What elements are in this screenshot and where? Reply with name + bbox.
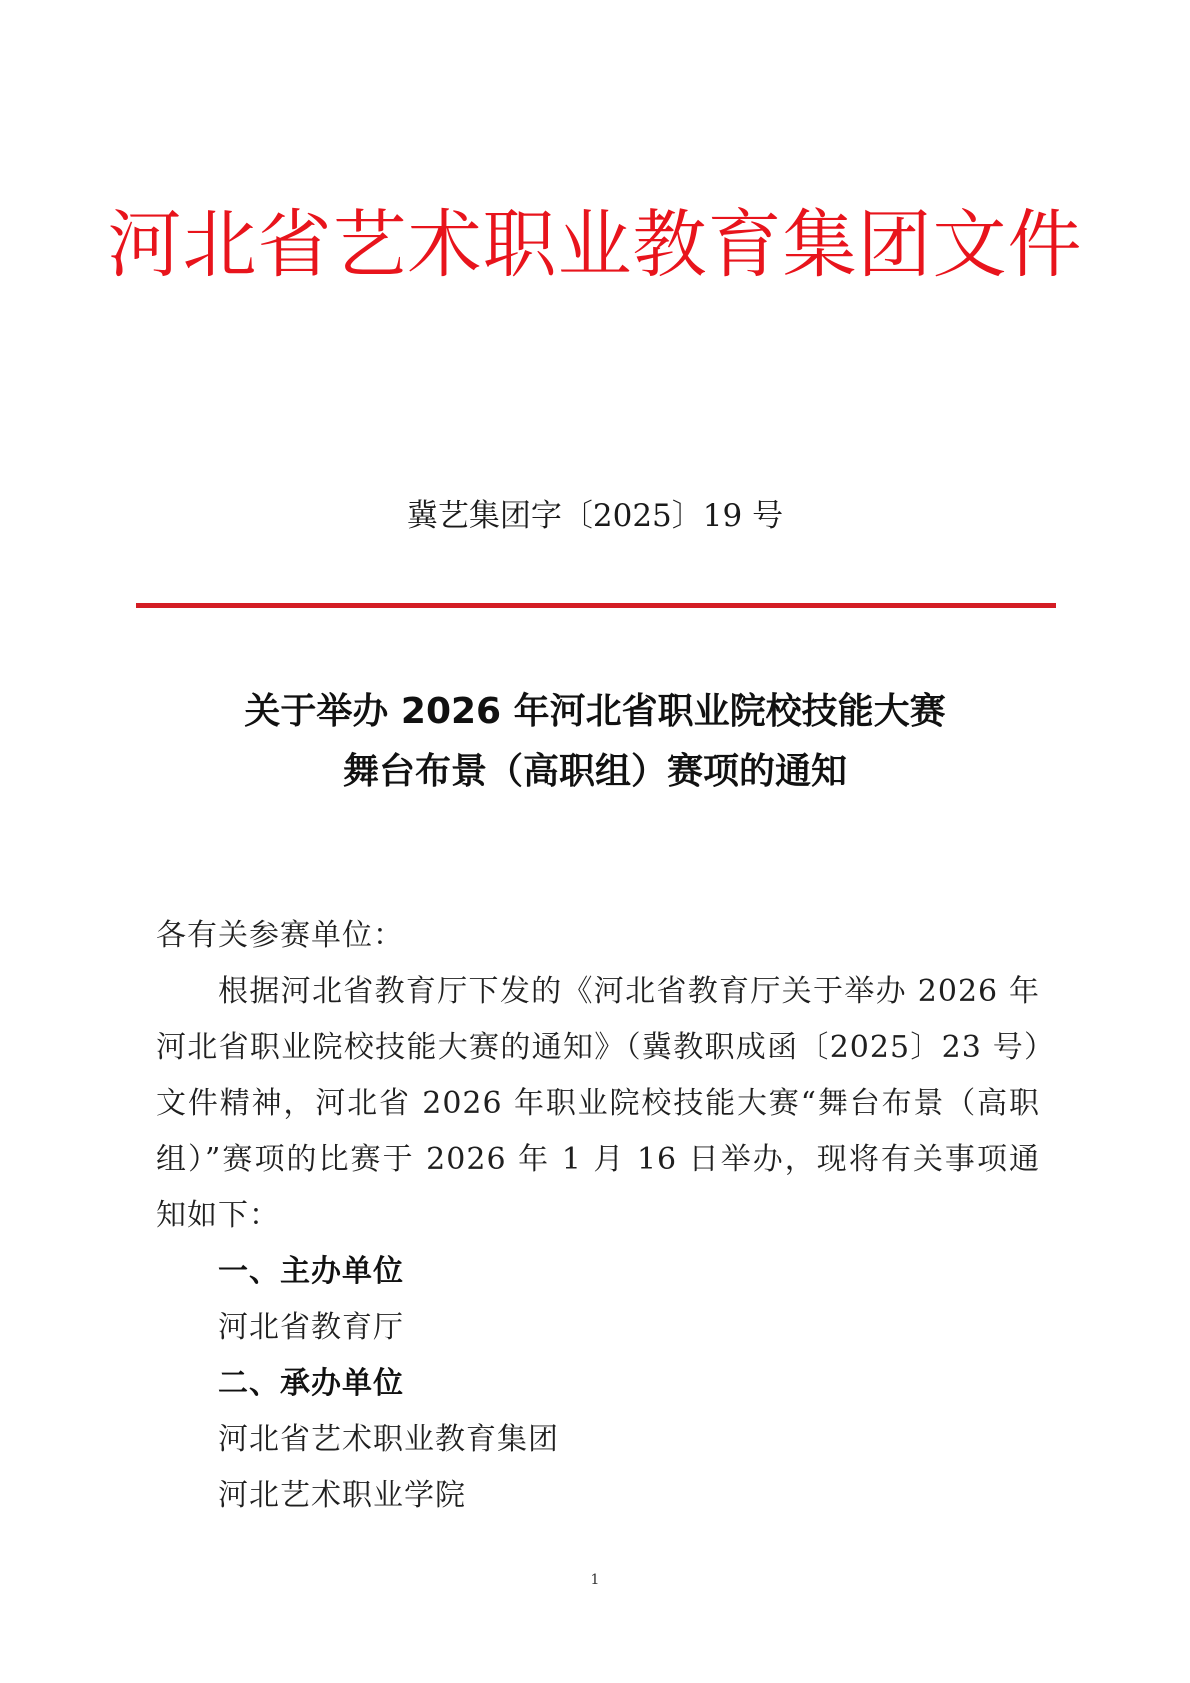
section-heading: 二、承办单位 bbox=[218, 1366, 404, 1401]
section-organizer bbox=[156, 1244, 1040, 1356]
notice-title-line-2: 舞台布景（高职组）赛项的通知 bbox=[342, 751, 847, 792]
section-item: 河北省教育厅 bbox=[218, 1310, 404, 1345]
document-number: 冀艺集团字〔2025〕19 号 bbox=[406, 498, 784, 534]
notice-title-line-1: 关于举办 2026 年河北省职业院校技能大赛 bbox=[244, 691, 946, 732]
intro-paragraph: 根据河北省教育厅下发的《河北省教育厅关于举办 2026 年河北省职业院校技能大赛的通知》（冀教职成函〔2025〕23 号）文件精神，河北省 2026 年职业院校技能大赛“舞台布景（高职组）”赛项的比赛于 2026 年 1 月 16 日举办，现将有关事项通知如下： bbox=[156, 974, 1040, 1233]
document-body bbox=[156, 908, 1040, 1524]
page-number: 1 bbox=[590, 1572, 600, 1588]
section-heading: 一、主办单位 bbox=[218, 1254, 404, 1289]
section-host bbox=[156, 1356, 1040, 1524]
salutation: 各有关参赛单位： bbox=[156, 918, 404, 953]
notice-title bbox=[0, 682, 1190, 802]
section-item: 河北省艺术职业教育集团 bbox=[218, 1422, 559, 1457]
section-item: 河北艺术职业学院 bbox=[218, 1478, 466, 1513]
red-divider-line bbox=[136, 603, 1056, 608]
document-header-title: 河北省艺术职业教育集团文件 bbox=[107, 202, 1083, 288]
